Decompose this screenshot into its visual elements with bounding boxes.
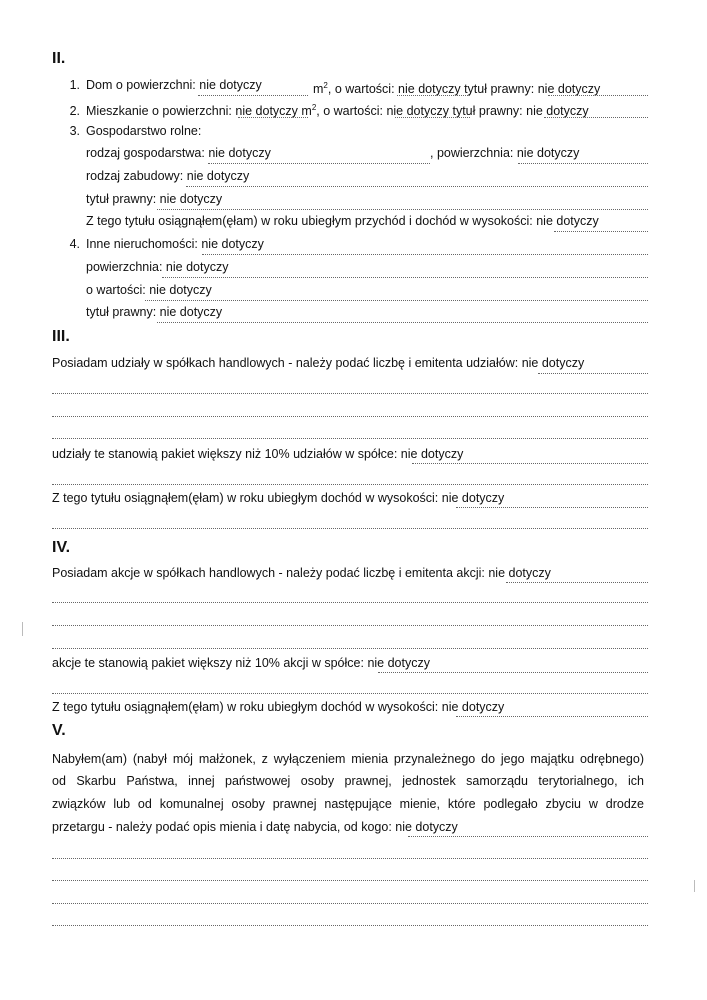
field-value: nie dotyczy <box>398 82 461 97</box>
stocks-row <box>52 566 648 581</box>
dotted-line <box>238 117 308 118</box>
field-value: nie dotyczy <box>159 192 223 206</box>
dotted-line <box>52 528 648 529</box>
dotted-line <box>52 858 648 859</box>
dotted-line <box>412 463 648 464</box>
field-value: nie dotyczy <box>186 169 250 183</box>
dotted-line <box>518 163 648 164</box>
field-label: Gospodarstwo rolne: <box>86 124 202 138</box>
field-label: , powierzchnia: <box>430 146 514 160</box>
shares-pakiet-row <box>52 447 648 462</box>
field-label: akcje te stanowią pakiet większy niż 10% akcji w spółce: <box>52 656 364 670</box>
dotted-line <box>548 95 648 96</box>
property-worth-row <box>86 283 212 298</box>
field-value: nie dotyczy <box>537 82 601 97</box>
section-v-line-3: związków lub od komunalnej osoby prawnej następujące mienie, które podlegało zbyciu w drodze <box>52 797 644 811</box>
field-label: udziały te stanowią pakiet większy niż 10% udziałów w spółce: <box>52 447 398 461</box>
field-label: tytuł prawny: <box>464 82 535 97</box>
field-value: nie dotyczy <box>400 447 464 461</box>
dotted-line <box>52 880 648 881</box>
field-value: nie dotyczy <box>159 305 223 319</box>
field-label: przetargu - należy podać opis mienia i datę nabycia, od kogo: <box>52 820 392 834</box>
section-ii-heading: II. <box>52 50 66 67</box>
item-number: 1. <box>69 78 80 92</box>
farm-title-row <box>86 192 222 207</box>
section-iii-heading: III. <box>52 328 70 345</box>
field-value: nie dotyczy <box>235 104 298 119</box>
field-value: nie dotyczy <box>149 283 212 297</box>
field-value: nie dotyczy <box>199 78 262 92</box>
field-value: nie dotyczy <box>441 700 505 714</box>
scan-mark <box>694 880 695 892</box>
farm-area-row <box>430 146 579 161</box>
dotted-line <box>186 186 648 187</box>
field-label: Z tego tytułu osiągnąłem(ęłam) w roku ubiegłym dochód w wysokości: <box>52 700 439 714</box>
dotted-line <box>52 438 648 439</box>
unit-sup: 2 <box>323 81 328 90</box>
item-4-other-property <box>52 237 648 252</box>
field-label: Posiadam akcje w spółkach handlowych - należy podać liczbę i emitenta akcji: <box>52 566 485 580</box>
field-label: , o wartości: <box>316 104 383 119</box>
property-title-row <box>86 305 222 320</box>
dotted-line <box>52 393 648 394</box>
field-value: nie dotyczy <box>208 146 271 160</box>
field-label: Z tego tytułu osiągnąłem(ęłam) w roku ubiegłym dochód w wysokości: <box>52 491 439 505</box>
dotted-line <box>52 925 648 926</box>
section-iv-heading: IV. <box>52 539 71 556</box>
field-value: nie dotyczy <box>441 491 505 505</box>
dotted-line <box>554 231 648 232</box>
item-3-farm <box>52 124 648 139</box>
section-v-line-4 <box>52 820 458 835</box>
field-value: nie dotyczy <box>521 356 585 370</box>
field-label: powierzchnia: <box>86 260 163 274</box>
dotted-line <box>52 484 648 485</box>
field-value: nie dotyczy <box>367 656 430 670</box>
farm-income-row <box>86 214 599 229</box>
field-label: Mieszkanie o powierzchni: <box>86 104 232 119</box>
field-label: tytuł prawny: <box>452 104 523 119</box>
dotted-line <box>52 625 648 626</box>
field-value: nie dotyczy <box>395 820 458 834</box>
dotted-line <box>52 602 648 603</box>
dotted-line <box>395 117 470 118</box>
dotted-line <box>397 95 470 96</box>
field-value: nie dotyczy <box>488 566 551 580</box>
dotted-line <box>52 416 648 417</box>
item-number: 4. <box>69 237 80 251</box>
item-number: 3. <box>69 124 80 138</box>
stocks-income-row <box>52 700 648 715</box>
scan-mark <box>22 622 23 636</box>
field-label: tytuł prawny: <box>86 305 157 319</box>
dotted-line <box>378 672 648 673</box>
section-v-line-1: Nabyłem(am) (nabył mój małżonek, z wyłączeniem mienia przynależnego do jego majątku odrębnego) <box>52 752 644 766</box>
dotted-line <box>157 209 648 210</box>
field-value: nie dotyczy <box>516 146 580 160</box>
dotted-line <box>408 836 648 837</box>
field-value: nie dotyczy <box>536 214 599 228</box>
shares-income-row <box>52 491 648 506</box>
farm-type-row <box>86 146 271 161</box>
dotted-line <box>456 507 648 508</box>
dotted-line <box>506 582 648 583</box>
field-value: nie dotyczy <box>165 260 229 274</box>
dotted-line <box>202 254 648 255</box>
dotted-line <box>52 648 648 649</box>
dotted-line <box>544 117 648 118</box>
unit-sup: 2 <box>311 103 317 112</box>
item-number: 2. <box>69 104 80 119</box>
property-area-row <box>86 260 228 275</box>
field-label: Inne nieruchomości: <box>86 237 198 251</box>
field-label: Dom o powierzchni: <box>86 78 196 92</box>
field-label: rodzaj gospodarstwa: <box>86 146 205 160</box>
dotted-line <box>52 693 648 694</box>
section-v-heading: V. <box>52 722 66 739</box>
field-label: Posiadam udziały w spółkach handlowych - należy podać liczbę i emitenta udziałów: <box>52 356 519 370</box>
dotted-line <box>208 163 430 164</box>
dotted-line <box>198 95 308 96</box>
dotted-line <box>145 300 648 301</box>
unit: m <box>301 104 312 119</box>
field-label: tytuł prawny: <box>86 192 157 206</box>
dotted-line <box>538 373 648 374</box>
dotted-line <box>456 716 648 717</box>
field-label: rodzaj zabudowy: <box>86 169 184 183</box>
dotted-line <box>162 277 648 278</box>
unit: m <box>313 82 324 97</box>
dotted-line <box>157 322 648 323</box>
section-v-line-2: od Skarbu Państwa, innej państwowej osoby prawnej, jednostek samorządu terytorialnego, ich <box>52 774 644 788</box>
field-label: Z tego tytułu osiągnąłem(ęłam) w roku ubiegłym przychód i dochód w wysokości: <box>86 214 533 228</box>
dotted-line <box>52 903 648 904</box>
farm-buildings-row <box>86 169 249 184</box>
shares-row <box>52 356 648 371</box>
stocks-pakiet-row <box>52 656 648 671</box>
field-value: nie dotyczy <box>526 104 589 119</box>
field-label: o wartości: <box>86 283 146 297</box>
field-value: nie dotyczy <box>386 104 449 119</box>
field-label: , o wartości: <box>327 82 395 97</box>
field-value: nie dotyczy <box>201 237 264 251</box>
